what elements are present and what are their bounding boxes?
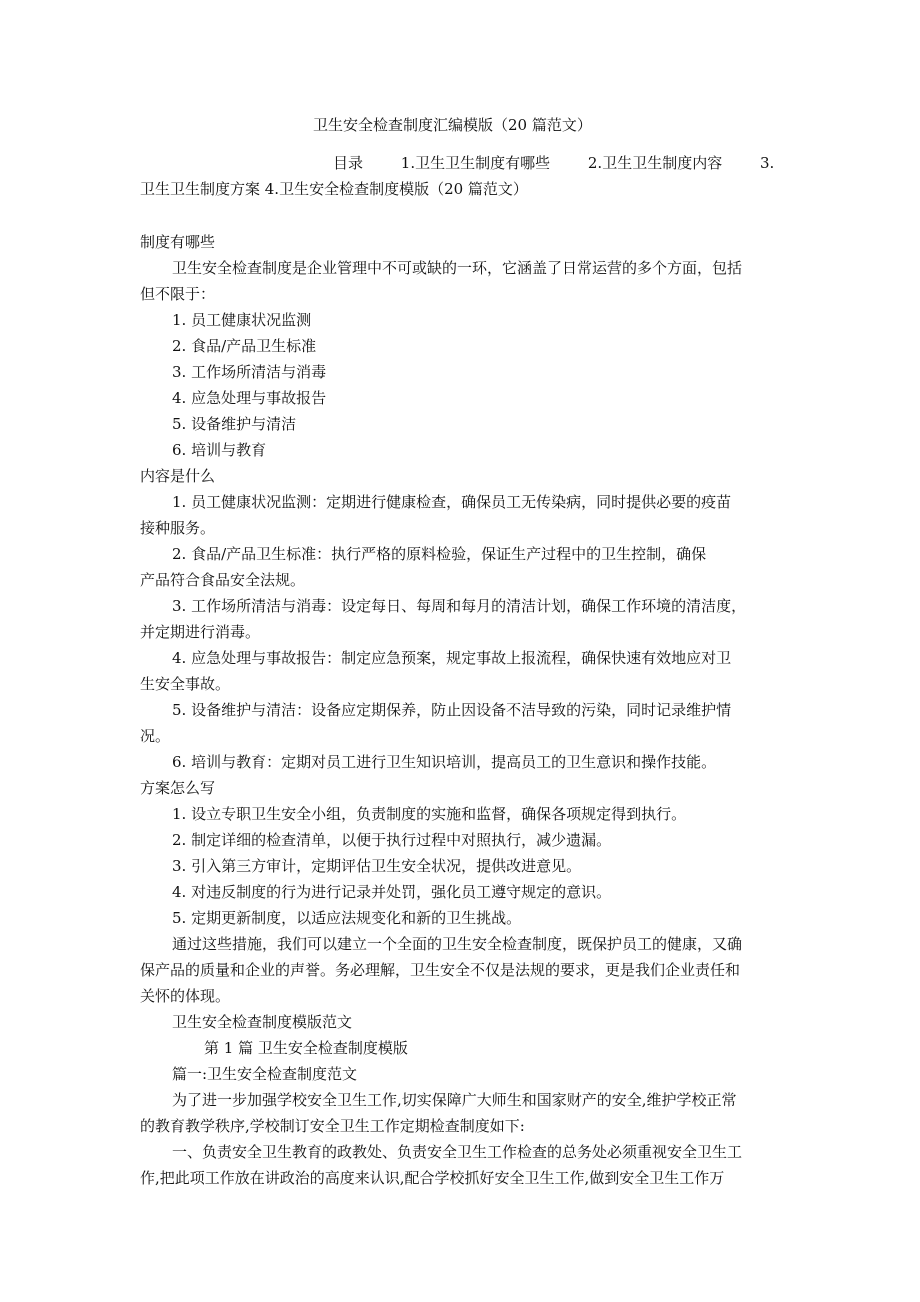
- list-item-cont: 并定期进行消毒。: [140, 623, 261, 641]
- list-item-cont: 接种服务。: [140, 519, 216, 537]
- paragraph-line: 但不限于：: [140, 285, 216, 303]
- list-item: 5. 设备维护与清洁：设备应定期保养，防止因设备不洁导致的污染，同时记录维护情: [172, 701, 732, 719]
- list-item: 3. 引入第三方审计，定期评估卫生安全状况，提供改进意见。: [172, 857, 582, 875]
- list-item-cont: 况。: [140, 727, 171, 745]
- toc-item-1[interactable]: 1.卫生卫生制度有哪些: [400, 154, 551, 172]
- section-heading: 制度有哪些: [140, 233, 216, 251]
- paragraph-line: 卫生安全检查制度是企业管理中不可或缺的一环，它涵盖了日常运营的多个方面，包括: [172, 259, 743, 277]
- toc-item-3-prefix[interactable]: 3.: [759, 154, 775, 172]
- list-item: 2. 食品/产品卫生标准：执行严格的原料检验，保证生产过程中的卫生控制，确保: [172, 545, 707, 563]
- list-item: 2. 食品/产品卫生标准: [172, 337, 317, 355]
- list-item: 4. 应急处理与事故报告：制定应急预案，规定事故上报流程，确保快速有效地应对卫: [172, 649, 732, 667]
- list-item: 1. 员工健康状况监测: [172, 311, 312, 329]
- section-heading: 方案怎么写: [140, 779, 216, 797]
- section-heading: 卫生安全检查制度模版范文: [172, 1013, 353, 1031]
- list-item: 1. 员工健康状况监测：定期进行健康检查，确保员工无传染病，同时提供必要的疫苗: [172, 493, 732, 511]
- list-item: 4. 应急处理与事故报告: [172, 389, 327, 407]
- list-item: 4. 对违反制度的行为进行记录并处罚，强化员工遵守规定的意识。: [172, 883, 612, 901]
- toc-line-2[interactable]: 卫生卫生制度方案 4.卫生安全检查制度模版（20 篇范文）: [140, 180, 528, 198]
- list-item: 6. 培训与教育: [172, 441, 267, 459]
- paragraph-line: 一、负责安全卫生教育的政教处、负责安全卫生工作检查的总务处必须重视安全卫生工: [172, 1143, 743, 1161]
- list-item: 5. 设备维护与清洁: [172, 415, 297, 433]
- list-item-cont: 产品符合食品安全法规。: [140, 571, 306, 589]
- list-item: 3. 工作场所清洁与消毒：设定每日、每周和每月的清洁计划，确保工作环境的清洁度，: [172, 597, 747, 615]
- list-item: 3. 工作场所清洁与消毒: [172, 363, 327, 381]
- sub-heading: 篇一:卫生安全检查制度范文: [172, 1065, 358, 1083]
- paragraph-line: 的教育教学秩序,学校制订安全卫生工作定期检查制度如下:: [140, 1117, 525, 1135]
- paragraph-line: 作,把此项工作放在讲政治的高度来认识,配合学校抓好安全卫生工作,做到安全卫生工作万: [140, 1169, 725, 1187]
- list-item: 1. 设立专职卫生安全小组，负责制度的实施和监督，确保各项规定得到执行。: [172, 805, 687, 823]
- chapter-title: 第 1 篇 卫生安全检查制度模版: [204, 1039, 408, 1057]
- page-title: 卫生安全检查制度汇编模版（20 篇范文）: [313, 116, 592, 134]
- paragraph-line: 通过这些措施，我们可以建立一个全面的卫生安全检查制度，既保护员工的健康，又确: [172, 935, 743, 953]
- list-item: 5. 定期更新制度，以适应法规变化和新的卫生挑战。: [172, 909, 522, 927]
- list-item: 2. 制定详细的检查清单，以便于执行过程中对照执行，减少遗漏。: [172, 831, 612, 849]
- toc-line-1: [333, 152, 774, 174]
- section-heading: 内容是什么: [140, 467, 216, 485]
- list-item-cont: 生安全事故。: [140, 675, 231, 693]
- paragraph-line: 关怀的体现。: [140, 987, 231, 1005]
- paragraph-line: 为了进一步加强学校安全卫生工作,切实保障广大师生和国家财产的安全,维护学校正常: [172, 1091, 737, 1109]
- paragraph-line: 保产品的质量和企业的声誉。务必理解，卫生安全不仅是法规的要求，更是我们企业责任和: [140, 961, 741, 979]
- toc-label: 目录: [333, 154, 364, 172]
- list-item: 6. 培训与教育：定期对员工进行卫生知识培训，提高员工的卫生意识和操作技能。: [172, 753, 717, 771]
- toc-item-2[interactable]: 2.卫生卫生制度内容: [587, 154, 723, 172]
